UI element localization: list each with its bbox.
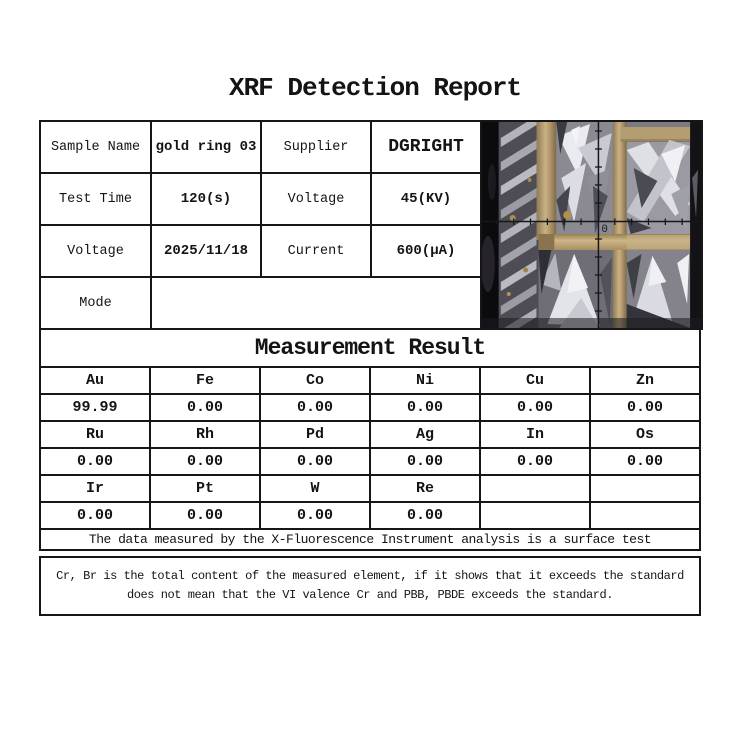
microscope-photo bbox=[482, 122, 701, 328]
facets-upper-left bbox=[556, 122, 612, 237]
measurement-title: Measurement Result bbox=[40, 329, 700, 367]
value-cell: 0.00 bbox=[40, 448, 150, 475]
voltage-value: 45(KV) bbox=[371, 173, 481, 225]
element-row bbox=[40, 367, 700, 394]
facets-lower-right bbox=[627, 250, 690, 328]
current-value: 600(μA) bbox=[371, 225, 481, 277]
value-row bbox=[40, 502, 700, 529]
disclaimer-box bbox=[39, 556, 701, 616]
element-cell: Fe bbox=[150, 367, 260, 394]
reticle-zero-label: 0 bbox=[601, 223, 608, 237]
test-time-label: Test Time bbox=[40, 173, 151, 225]
value-cell: 0.00 bbox=[480, 394, 590, 421]
supplier-value: DGRIGHT bbox=[371, 121, 481, 173]
value-cell bbox=[480, 502, 590, 529]
facets-upper-right bbox=[627, 140, 690, 234]
date-value: 2025/11/18 bbox=[151, 225, 261, 277]
info-table bbox=[39, 120, 703, 330]
surface-test-note-row bbox=[40, 529, 700, 550]
element-cell: In bbox=[480, 421, 590, 448]
element-cell: Ni bbox=[370, 367, 480, 394]
element-cell bbox=[480, 475, 590, 502]
value-cell: 0.00 bbox=[260, 502, 370, 529]
element-cell bbox=[590, 475, 700, 502]
value-cell: 0.00 bbox=[260, 448, 370, 475]
element-cell: W bbox=[260, 475, 370, 502]
voltage-label: Voltage bbox=[261, 173, 371, 225]
element-cell: Co bbox=[260, 367, 370, 394]
surface-test-note: The data measured by the X-Fluorescence Instrument analysis is a surface test bbox=[40, 529, 700, 550]
value-cell: 0.00 bbox=[590, 448, 700, 475]
facets-lower-left bbox=[538, 250, 612, 328]
element-cell: Pt bbox=[150, 475, 260, 502]
value-cell: 0.00 bbox=[150, 502, 260, 529]
microscope-photo-cell bbox=[481, 121, 702, 329]
element-cell: Cu bbox=[480, 367, 590, 394]
value-cell: 99.99 bbox=[40, 394, 150, 421]
element-cell: Rh bbox=[150, 421, 260, 448]
gold-horizontal-bar bbox=[538, 234, 690, 250]
report-title: XRF Detection Report bbox=[228, 73, 522, 103]
value-row bbox=[40, 394, 700, 421]
element-cell: Zn bbox=[590, 367, 700, 394]
report-body bbox=[39, 120, 701, 616]
mode-label: Mode bbox=[40, 277, 151, 329]
photo-right-shadow bbox=[690, 122, 701, 328]
value-cell: 0.00 bbox=[150, 394, 260, 421]
value-cell: 0.00 bbox=[370, 448, 480, 475]
test-time-value: 120(s) bbox=[151, 173, 261, 225]
element-cell: Os bbox=[590, 421, 700, 448]
value-cell: 0.00 bbox=[480, 448, 590, 475]
sample-name-value: gold ring 03 bbox=[151, 121, 261, 173]
sample-name-label: Sample Name bbox=[40, 121, 151, 173]
element-cell: Ru bbox=[40, 421, 150, 448]
measurement-table bbox=[39, 328, 701, 551]
element-cell: Ir bbox=[40, 475, 150, 502]
value-cell: 0.00 bbox=[40, 502, 150, 529]
chevron-texture bbox=[499, 122, 539, 328]
value-cell: 0.00 bbox=[150, 448, 260, 475]
disclaimer-line1: Cr, Br is the total content of the measured element, if it shows that it exceeds the standard bbox=[56, 569, 684, 583]
value-cell: 0.00 bbox=[370, 394, 480, 421]
value-cell: 0.00 bbox=[370, 502, 480, 529]
date-label: Voltage bbox=[40, 225, 151, 277]
mode-value bbox=[151, 277, 481, 329]
element-cell: Pd bbox=[260, 421, 370, 448]
value-row bbox=[40, 448, 700, 475]
info-row bbox=[40, 121, 702, 173]
element-cell: Re bbox=[370, 475, 480, 502]
measurement-header-row bbox=[40, 329, 700, 367]
element-row bbox=[40, 421, 700, 448]
element-row bbox=[40, 475, 700, 502]
disclaimer-line2: does not mean that the VI valence Cr and PBB, PBDE exceeds the standard. bbox=[126, 588, 614, 602]
value-cell: 0.00 bbox=[260, 394, 370, 421]
value-cell bbox=[590, 502, 700, 529]
element-cell: Ag bbox=[370, 421, 480, 448]
element-cell: Au bbox=[40, 367, 150, 394]
photo-bottom-shadow bbox=[482, 318, 701, 328]
current-label: Current bbox=[261, 225, 371, 277]
supplier-label: Supplier bbox=[261, 121, 371, 173]
value-cell: 0.00 bbox=[590, 394, 700, 421]
